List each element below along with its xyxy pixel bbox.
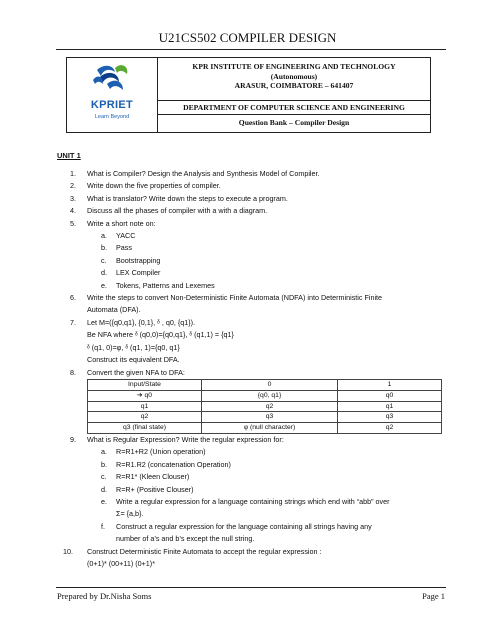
question-item: 9. What is Regular Expression? Write the regular expression for:: [70, 434, 284, 444]
question-item: 1. What is Compiler? Design the Analysis and Synthesis Model of Compiler.: [70, 169, 320, 178]
department-name: DEPARTMENT OF COMPUTER SCIENCE AND ENGINEERING: [158, 100, 430, 113]
question-text: What is Compiler? Design the Analysis and Synthesis Model of Compiler.: [87, 169, 320, 178]
table-cell: q2: [88, 412, 202, 423]
footer-divider: [56, 587, 446, 588]
question-continuation: ᵟ (q1, 0)=φ, ᵟ (q1, 1)={q0, q1}: [87, 342, 180, 352]
question-text: Let M=({q0,q1}, {0,1}, ᵟ , q0, {q1}).: [87, 317, 196, 327]
question-text: Convert the given NFA to DFA:: [87, 367, 185, 377]
document-title: Question Bank – Compiler Design: [158, 114, 430, 128]
question-text: Write a short note on:: [87, 218, 156, 228]
question-item: 7. Let M=({q0,q1}, {0,1}, ᵟ , q0, {q1}).: [70, 317, 196, 327]
institution-address: ARASUR, COIMBATORE – 641407: [234, 81, 354, 90]
table-cell: {q0, q1}: [202, 390, 338, 401]
question-continuation: Construct its equivalent DFA.: [87, 355, 180, 365]
question-text: What is Regular Expression? Write the regular expression for:: [87, 434, 284, 444]
question-item: 8. Convert the given NFA to DFA:: [70, 367, 185, 377]
table-cell: ➔ q0: [88, 390, 202, 401]
table-header-row: [88, 379, 442, 390]
footer-page-number: Page 1: [422, 591, 445, 601]
institution-logo: [67, 58, 158, 132]
sub-item: d. R=R+ (Positive Clouser): [101, 484, 194, 494]
sub-item-continuation: Σ= {a,b}.: [116, 509, 144, 519]
logo-wordmark: KPRIET: [90, 99, 134, 111]
question-continuation: Be NFA where ᵟ (q0,0)={q0,q1}, ᵟ (q1,1) = {q1}: [87, 330, 234, 340]
table-cell: q3 (final state): [88, 423, 202, 434]
question-item: 2. Write down the five properties of compiler.: [70, 181, 221, 191]
table-row: [88, 390, 442, 401]
sub-item: b. R=R1.R2 (concatenation Operation): [101, 459, 231, 469]
institution-status: (Autonomous): [270, 71, 318, 81]
sub-item: e. Tokens, Patterns and Lexemes: [101, 280, 215, 290]
question-item: 5. Write a short note on:: [70, 218, 156, 228]
question-list: [57, 168, 447, 570]
table-cell: q2: [202, 401, 338, 412]
question-text: Write down the five properties of compiler.: [87, 181, 221, 191]
question-item: 4. Discuss all the phases of compiler with a with a diagram.: [70, 206, 268, 216]
question-item: 10. Construct Deterministic Finite Automata to accept the regular expression :: [63, 546, 322, 556]
sub-item: c. R=R1* (Kleen Clouser): [101, 472, 190, 482]
sub-item: f. Construct a regular expression for the language containing all strings having any: [101, 521, 372, 531]
table-row: [88, 423, 442, 434]
table-row: [88, 412, 442, 423]
table-cell: q1: [88, 401, 202, 412]
table-cell: q0: [338, 390, 442, 401]
unit-heading: UNIT 1: [57, 151, 81, 160]
sub-item: a. R=R1+R2 (Union operation): [101, 447, 206, 457]
institution-info: [158, 58, 430, 132]
page-header: U21CS502 COMPILER DESIGN: [158, 30, 337, 45]
table-cell: q3: [202, 412, 338, 423]
question-continuation: (0+1)* (00+11) (0+1)*: [87, 558, 155, 568]
institution-name: KPR INSTITUTE OF ENGINEERING AND TECHNOLOGY: [192, 62, 396, 71]
header-divider: [56, 49, 446, 50]
table-row: [88, 401, 442, 412]
question-text: Construct Deterministic Finite Automata to accept the regular expression :: [87, 546, 322, 556]
sub-item: d. LEX Compiler: [101, 268, 161, 278]
sub-item: a. YACC: [101, 231, 136, 241]
question-text: Write the steps to convert Non-Deterministic Finite Automata (NDFA) into Deterministic Finite: [87, 293, 383, 303]
question-text: What is translator? Write down the steps to execute a program.: [87, 193, 288, 203]
table-header-cell: 0: [202, 379, 338, 390]
question-continuation: Automata (DFA).: [87, 305, 141, 315]
sub-item: c. Bootstrapping: [101, 255, 161, 265]
sub-item-continuation: number of a’s and b’s except the null string.: [116, 534, 255, 544]
sub-item: e. Write a regular expression for a language containing strings which end with “abb” over: [101, 496, 390, 506]
institution-box: [66, 57, 431, 133]
table-cell: q2: [338, 423, 442, 434]
table-header-cell: 1: [338, 379, 442, 390]
table-cell: φ (null character): [202, 423, 338, 434]
kpriet-emblem-icon: [67, 58, 157, 100]
question-item: 3. What is translator? Write down the steps to execute a program.: [70, 193, 288, 203]
table-cell: q1: [338, 401, 442, 412]
sub-item: b. Pass: [101, 243, 132, 253]
logo-tagline: Learn Beyond: [94, 114, 130, 120]
footer-author: Prepared by Dr.Nisha Soms: [57, 591, 152, 601]
table-header-cell: Input/State: [88, 379, 202, 390]
question-item: 6. Write the steps to convert Non-Deterministic Finite Automata (NDFA) into Deterministic Finite: [70, 293, 383, 303]
nfa-transition-table: [87, 379, 442, 434]
question-text: Discuss all the phases of compiler with a with a diagram.: [87, 206, 268, 216]
table-cell: q3: [338, 412, 442, 423]
